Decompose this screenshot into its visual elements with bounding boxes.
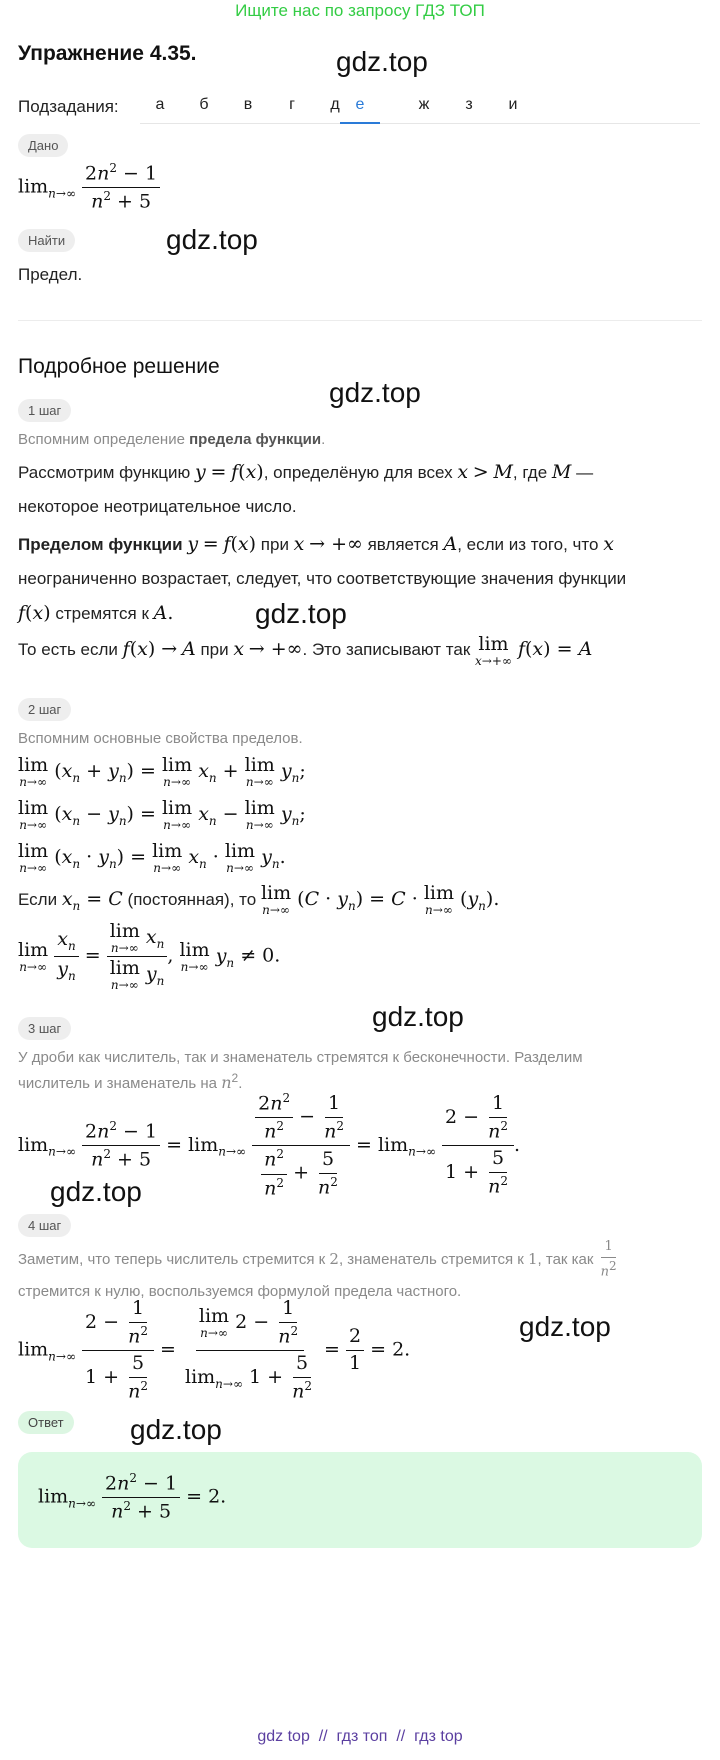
footer-link[interactable]: гдз top <box>414 1728 463 1745</box>
tab-subtask-zh[interactable]: ж <box>418 96 430 113</box>
step-badge: 1 шаг <box>18 399 71 422</box>
tab-subtask-e[interactable]: е <box>340 96 380 124</box>
step4-equation: $\lim_{n\to\infty}$ 2 − $\frac{1}{n^2}$ 1 + $\frac{5}{n^2}$ = lim n→∞ 2 − $\frac{1}{n^2}$ $\lim_{n\to\infty} 1$ + $\frac{5}{n^2}$ = $\frac{2}{1}$ = 2. <box>18 1297 411 1403</box>
step-hint: У дроби как числитель, так и знаменатель стремятся к бесконечности. Разделим числитель и знаменатель на $n^2$. <box>18 1049 583 1092</box>
watermark: gdz.top <box>519 1311 611 1342</box>
step1-paragraph3: То есть если f(x) → A при x → +∞. Это записывают так lim x→+∞ f(x) = A <box>18 632 593 668</box>
watermark: gdz.top <box>329 377 421 408</box>
watermark: gdz.top <box>130 1414 222 1445</box>
step-badge: 2 шаг <box>18 698 71 721</box>
limit-sum-rule: lim n→∞ $(x_n + y_n)$ = lim n→∞ $x_n$ + lim n→∞ $y_n$; <box>18 754 306 789</box>
tab-subtask-v[interactable]: в <box>243 96 253 113</box>
search-banner[interactable]: Ищите нас по запросу ГДЗ ТОП <box>235 1 485 20</box>
limit-constant-rule: Если $x_n = C$ (постоянная), то lim n→∞ $(C \cdot y_n) = C$ · lim n→∞ $(y_n)$. <box>18 882 500 917</box>
tab-subtask-g[interactable]: г <box>289 96 295 113</box>
tab-subtask-b[interactable]: б <box>199 96 209 113</box>
watermark: gdz.top <box>166 224 258 255</box>
footer-separator: // <box>396 1728 406 1745</box>
watermark: gdz.top <box>255 598 347 629</box>
tab-subtask-z[interactable]: з <box>465 96 473 113</box>
footer-separator: // <box>318 1728 328 1745</box>
step-hint: Вспомним основные свойства пределов. <box>18 730 303 747</box>
answer-badge: Ответ <box>18 1411 74 1434</box>
limit-diff-rule: lim n→∞ $(x_n - y_n)$ = lim n→∞ $x_n$ − lim n→∞ $y_n$; <box>18 797 306 832</box>
step-hint: Заметим, что теперь числитель стремится к 2, знаменатель стремится к 1, так как $\frac{1}{n^2}$ стремится к нулю, воспользуемся формулой предела частного. <box>18 1239 617 1301</box>
subtasks-label: Подзадания: <box>18 97 119 116</box>
step-badge: 3 шаг <box>18 1017 71 1040</box>
limit-quotient-rule: lim n→∞ $\frac{x_n}{y_n}$ = lim n→∞ $x_n$ lim n→∞ $y_n$ , lim n→∞ $y_n \ne 0$. <box>18 920 281 992</box>
step3-equation: $\lim_{n\to\infty}$ $\frac{2n^2 - 1}{n^2 + 5}$ = $\lim_{n\to\infty}$ $\frac{2n^2}{n^2}$ − $\frac{1}{n^2}$ $\frac{n^2}{n^2}$ + $\frac{5}{n^2}$ = $\lim_{n\to\infty}$ 2 − $\frac{1}{n^2}$ 1 + $\frac{5}{n^2}$ . <box>18 1091 521 1199</box>
footer-link[interactable]: гдз топ <box>336 1728 388 1745</box>
section-divider <box>18 320 702 321</box>
tab-subtask-d[interactable]: д <box>330 96 340 113</box>
step1-paragraph1: Рассмотрим функцию y = f(x), определёную для всех x > M, где M — некоторое неотрицательное число. <box>18 461 594 516</box>
tab-subtask-i[interactable]: и <box>508 96 518 113</box>
find-badge: Найти <box>18 229 75 252</box>
step-badge: 4 шаг <box>18 1214 71 1237</box>
watermark: gdz.top <box>336 46 428 77</box>
watermark: gdz.top <box>372 1001 464 1032</box>
watermark: gdz.top <box>50 1176 142 1207</box>
answer-box <box>18 1452 702 1548</box>
footer-links <box>0 1728 720 1746</box>
step1-paragraph2: Пределом функции y = f(x) при x → +∞ является A, если из того, что x неограниченно возрастает, следует, что соответствующие значения функции f(x) стремятся к A. <box>18 533 627 624</box>
answer-formula: $\lim_{n\to\infty}$ $\frac{2n^2 - 1}{n^2 + 5}$ = 2. <box>38 1471 227 1523</box>
step-hint: Вспомним определение предела функции. <box>18 431 326 448</box>
tab-subtask-a[interactable]: а <box>155 96 165 113</box>
limit-product-rule: lim n→∞ $(x_n \cdot y_n)$ = lim n→∞ $x_n$ · lim n→∞ $y_n$. <box>18 840 286 875</box>
subtask-tabs <box>140 94 700 124</box>
given-badge: Дано <box>18 134 68 157</box>
solution-title: Подробное решение <box>18 355 220 378</box>
exercise-title: Упражнение 4.35. <box>18 42 197 65</box>
given-formula: $\lim_{n\to\infty}$ $\frac{2n^2 - 1}{n^2 + 5}$ <box>18 162 160 213</box>
find-text: Предел. <box>18 265 83 284</box>
footer-link[interactable]: gdz top <box>257 1728 310 1745</box>
